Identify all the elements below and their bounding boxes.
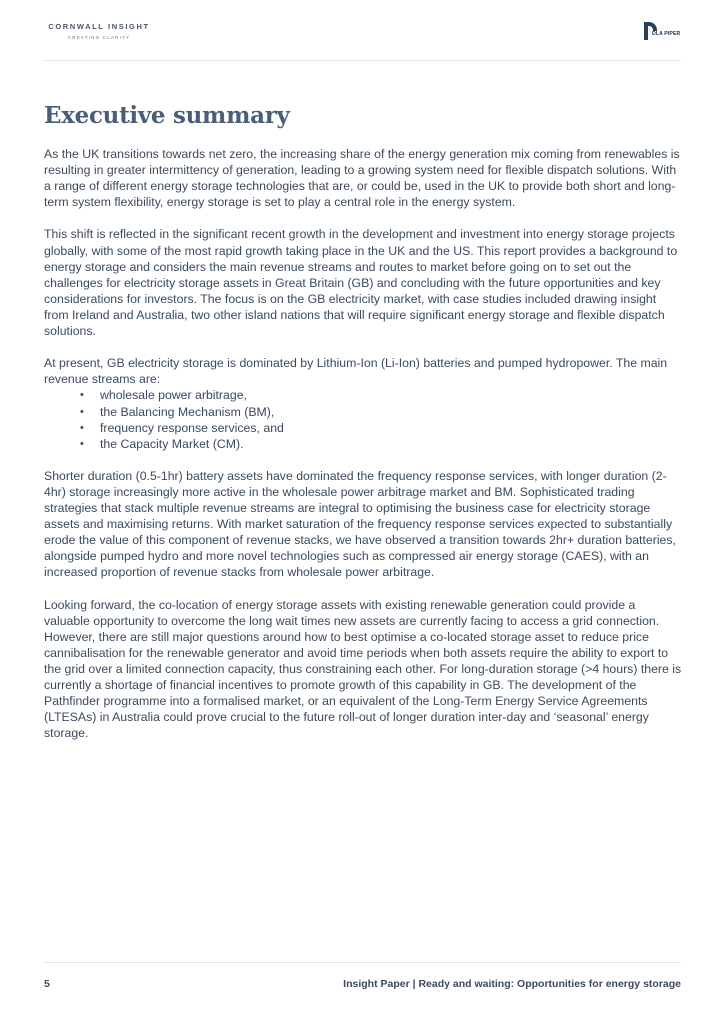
- brand-name: CORNWALL INSIGHT: [48, 22, 150, 31]
- dla-piper-logo: [643, 20, 681, 42]
- page-title: Executive summary: [44, 102, 290, 129]
- paragraph-intro: As the UK transitions towards net zero, the increasing share of the energy generation mix coming from renewables is resulting in greater intermittency of generation, leading to a growing system need for flexible dispatch solutions. With a range of different energy storage technologies that are, or could be, used in the UK to provide both short and long-term system flexibility, energy storage is set to play a central role in the energy system.: [44, 147, 680, 210]
- list-item: • frequency response services, and: [100, 420, 684, 436]
- footer-divider: [44, 962, 681, 963]
- cornwall-insight-logo: [44, 22, 154, 40]
- body-text: [44, 146, 684, 758]
- paragraph-duration: Shorter duration (0.5-1hr) battery assets have dominated the frequency response services, with longer duration (2-4hr) storage increasingly more active in the wholesale power arbitrage market and BM. Sophisticated trading strategies that stack multiple revenue streams are integral to optimising the business case for electricity storage assets and maximising returns. With market saturation of the frequency response services expected to substantially erode the value of this component of revenue stacks, we have observed a transition towards 2hr+ duration batteries, alongside pumped hydro and more novel technologies such as compressed air energy storage (CAES), with an increased proportion of revenue stacks from wholesale power arbitrage.: [44, 468, 676, 580]
- paragraph-outlook: Looking forward, the co-location of energy storage assets with existing renewable generation could provide a valuable opportunity to overcome the long wait times new assets are currently facing to access a grid connection. However, there are still major questions around how to best optimise a co-located storage asset to reduce price cannibalisation for the renewable generator and avoid time periods when both assets require the ability to export to the grid over a limited connection capacity, thus constraining each other. For long-duration storage (>4 hours) there is currently a shortage of financial incentives to promote growth of this capability in GB. The development of the Pathfinder programme into a formalised market, or an equivalent of the Long-Term Energy Service Agreements (LTESAs) in Australia could prove crucial to the future roll-out of longer duration inter-day and ‘seasonal’ energy storage.: [44, 597, 682, 741]
- list-item: • the Capacity Market (CM).: [100, 436, 684, 452]
- revenue-streams-list: [44, 387, 684, 451]
- paragraph-growth: This shift is reflected in the significant recent growth in the development and investment into energy storage projects globally, with some of the most rapid growth taking place in the UK and the US. This report provides a background to energy storage and considers the main revenue streams and routes to market before going on to set out the challenges for electricity storage assets in Great Britain (GB) and concluding with the future opportunities and key considerations for investors. The focus is on the GB electricity market, with case studies included drawing insight from Ireland and Australia, two other island nations that will require significant energy storage and flexible dispatch solutions.: [44, 227, 678, 339]
- partner-logo-text: DLA PIPER: [652, 31, 681, 37]
- paragraph-revenue-intro: At present, GB electricity storage is dominated by Lithium-Ion (Li-Ion) batteries and pumped hydropower. The main revenue streams are:: [44, 356, 668, 387]
- list-item: • the Balancing Mechanism (BM),: [100, 404, 684, 420]
- page-number: 5: [44, 978, 50, 990]
- footer-title: Insight Paper | Ready and waiting: Opportunities for energy storage: [343, 978, 681, 990]
- header-divider: [44, 60, 681, 61]
- brand-tagline: CREATING CLARITY: [67, 35, 131, 40]
- list-item: • wholesale power arbitrage,: [100, 387, 684, 403]
- page-header: [44, 20, 681, 62]
